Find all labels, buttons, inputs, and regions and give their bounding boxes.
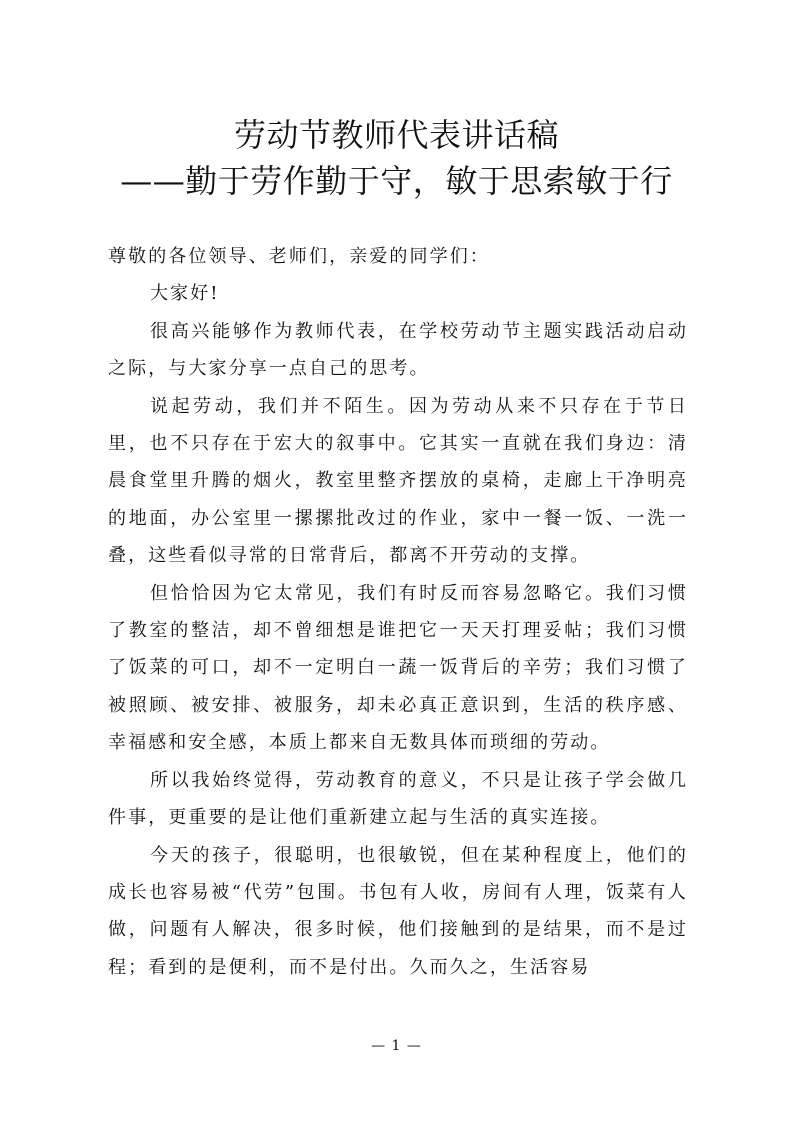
paragraph-children: 今天的孩子，很聪明，也很敏锐，但在某种程度上，他们的成长也容易被“代劳”包围。书包有人收，房间有人理，饭菜有人做，问题有人解决，很多时候，他们接触到的是结果，而不是过程；看到的是便利，而不是付出。久而久之，生活容易	[108, 844, 688, 978]
paragraph-greeting: 大家好!	[150, 283, 220, 305]
speech-body	[108, 238, 688, 986]
paragraph-overlooked: 但恰恰因为它太常见，我们有时反而容易忽略它。我们习惯了教室的整洁，却不曾细想是谁把它一天天打理妥帖；我们习惯了饭菜的可口，却不一定明白一蔬一饭背后的辛劳；我们习惯了被照顾、被安排、被服务，却未必真正意识到，生活的秩序感、幸福感和安全感，本质上都来自无数具体而琐细的劳动。	[108, 582, 688, 754]
title-main: 劳动节教师代表讲话稿	[233, 116, 559, 154]
paragraph-intro: 很高兴能够作为教师代表，在学校劳动节主题实践活动启动之际，与大家分享一点自己的思考。	[108, 320, 688, 380]
title-subtitle: ——勤于劳作勤于守，敏于思索敏于行	[120, 162, 673, 200]
page-number: — 1 —	[371, 1038, 422, 1054]
title-block	[0, 112, 793, 204]
salutation: 尊敬的各位领导、老师们，亲爱的同学们：	[108, 246, 490, 267]
paragraph-meaning: 所以我始终觉得，劳动教育的意义，不只是让孩子学会做几件事，更重要的是让他们重新建立起与生活的真实连接。	[108, 769, 688, 829]
paragraph-labor-everywhere: 说起劳动，我们并不陌生。因为劳动从来不只存在于节日里，也不只存在于宏大的叙事中。它其实一直就在我们身边：清晨食堂里升腾的烟火，教室里整齐摆放的桌椅，走廊上干净明亮的地面，办公室里一摞摞批改过的作业，家中一餐一饭、一洗一叠，这些看似寻常的日常背后，都离不开劳动的支撑。	[108, 395, 688, 567]
